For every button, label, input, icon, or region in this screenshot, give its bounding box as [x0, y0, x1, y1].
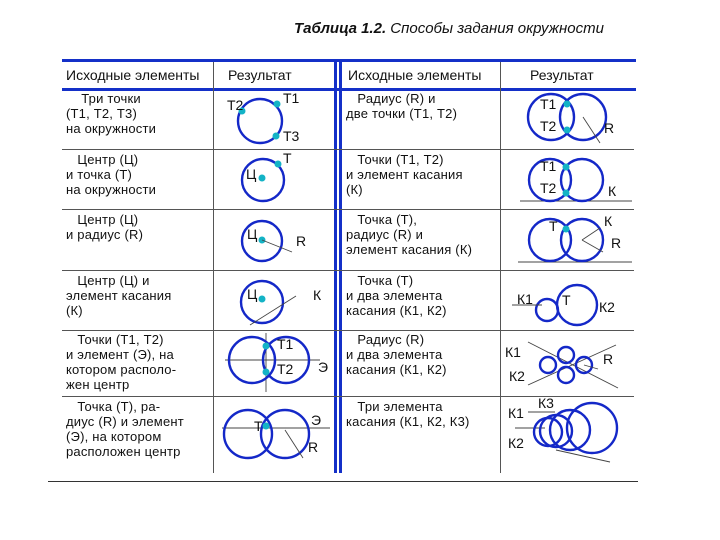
label-t3: Т3	[283, 128, 300, 144]
point-marker	[564, 127, 571, 134]
right-row-5-text: Радиус (R) и два элемента касания (К1, К2)	[346, 332, 447, 377]
label-t1: Т1	[540, 158, 557, 174]
label-t: Т	[283, 150, 292, 166]
label-c: Ц	[246, 166, 257, 182]
figure-center-tangent	[241, 281, 322, 325]
label-t: Т	[562, 292, 571, 308]
table-caption: Способы задания окружности	[386, 20, 604, 37]
label-r: R	[603, 351, 614, 367]
label-k1: К1	[517, 291, 533, 307]
figure-two-points-tangent	[520, 158, 632, 201]
label-k: К	[604, 213, 613, 229]
label-k1: К1	[505, 344, 521, 360]
header-right-source: Исходные элементы	[348, 67, 482, 83]
figure-circle	[558, 367, 574, 383]
left-row-3-text: Центр (Ц) и радиус (R)	[66, 212, 144, 242]
label-e: Э	[311, 412, 322, 428]
label-k2: К2	[509, 368, 525, 384]
figure-circle	[540, 357, 556, 373]
point-marker	[273, 133, 280, 140]
left-row-2-text: Центр (Ц) и точка (Т) на окружности	[66, 152, 157, 197]
radius-line	[582, 228, 600, 240]
label-c: Ц	[247, 226, 258, 242]
radius-line	[582, 240, 603, 252]
label-e: Э	[318, 359, 329, 375]
header-right-result: Результат	[530, 67, 594, 83]
figure-circle	[558, 347, 574, 363]
left-row-6-text: Точка (Т), ра- диус (R) и элемент (Э), на котором расположен центр	[66, 399, 184, 459]
figure-radius-two-tangents	[505, 342, 618, 388]
figure-three-points	[227, 90, 300, 144]
right-row-1-text: Радиус (R) и две точки (Т1, Т2)	[346, 91, 458, 121]
point-marker	[563, 226, 570, 233]
label-r: R	[308, 439, 319, 455]
label-t2: Т2	[540, 180, 557, 196]
label-t1: Т1	[283, 90, 300, 106]
label-k2: К2	[508, 435, 524, 451]
figure-circle	[536, 299, 558, 321]
label-t2: Т2	[227, 97, 244, 113]
figure-circle	[534, 418, 562, 446]
figure-circle	[224, 410, 272, 458]
point-marker	[263, 343, 270, 350]
point-marker	[259, 296, 266, 303]
figure-radius-two-points	[528, 94, 614, 143]
left-row-1-text: Три точки (Т1, Т2, Т3) на окружности	[66, 91, 157, 136]
label-k2: К2	[599, 299, 615, 315]
left-row-5-text: Точки (Т1, Т2) и элемент (Э), на котором располо- жен центр	[66, 332, 177, 392]
label-r: R	[296, 233, 307, 249]
figure-center-radius	[242, 221, 306, 261]
label-t1: Т1	[277, 336, 294, 352]
right-row-2-text: Точки (Т1, Т2) и элемент касания (К)	[346, 152, 463, 197]
label-t: Т	[254, 418, 263, 434]
figure-point-radius-element	[222, 410, 330, 458]
figure-center-point	[242, 150, 292, 201]
label-t2: Т2	[277, 361, 294, 377]
point-marker	[259, 175, 266, 182]
point-marker	[275, 161, 282, 168]
point-marker	[263, 423, 270, 430]
point-marker	[563, 164, 570, 171]
label-c: Ц	[247, 286, 258, 302]
label-k1: К1	[508, 405, 524, 421]
label-k: К	[608, 183, 617, 199]
right-row-3-text: Точка (Т), радиус (R) и элемент касания (К)	[346, 212, 473, 257]
left-row-4-text: Центр (Ц) и элемент касания (К)	[66, 273, 172, 318]
point-marker	[274, 101, 281, 108]
label-r: R	[611, 235, 622, 251]
label-k3: К3	[538, 395, 554, 411]
header-left-result: Результат	[228, 67, 292, 83]
label-t: Т	[549, 218, 558, 234]
radius-line	[262, 240, 292, 252]
point-marker	[263, 369, 270, 376]
label-r: R	[604, 120, 615, 136]
figure-circle	[261, 410, 309, 458]
figure-point-radius-tangent	[518, 213, 632, 262]
label-t1: Т1	[540, 96, 557, 112]
header-left-source: Исходные элементы	[66, 67, 200, 83]
figure-three-tangents	[508, 395, 617, 462]
figure-point-two-tangents	[512, 285, 615, 325]
table-number: Таблица 1.2.	[294, 20, 387, 37]
label-t2: Т2	[540, 118, 557, 134]
right-row-4-text: Точка (Т) и два элемента касания (К1, К2)	[346, 273, 447, 318]
radius-line	[285, 430, 303, 458]
right-row-6-text: Три элемента касания (К1, К2, К3)	[346, 399, 470, 429]
label-k: К	[313, 287, 322, 303]
point-marker	[563, 190, 570, 197]
figure-two-points-element	[225, 333, 328, 392]
figure-circle	[567, 403, 617, 453]
point-marker	[564, 101, 571, 108]
